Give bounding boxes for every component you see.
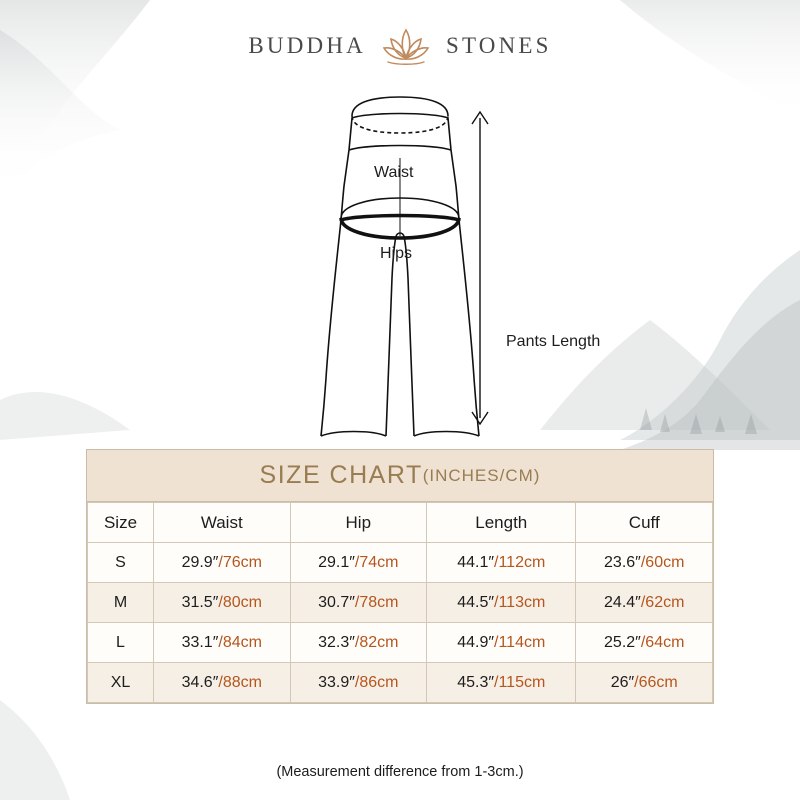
column-header-length: Length [427,503,576,543]
value-inch: 31.5″ [181,593,219,611]
value-inch: 29.1″ [318,553,355,571]
cell-cuff [576,543,713,583]
cell-cuff [576,663,713,703]
cell-hip [290,543,427,583]
value-cm: /84cm [218,633,262,651]
value-cm: /115cm [494,673,546,691]
cell-waist [154,663,291,703]
table-header-row [88,503,713,543]
label-waist: Waist [374,164,414,181]
table-row [88,583,713,623]
value-cm: /112cm [494,553,546,571]
value-inch: 29.9″ [181,553,219,571]
value-cm: /60cm [640,553,685,571]
cell-length [427,663,576,703]
value-inch: 26″ [610,673,635,691]
lotus-icon [380,24,432,68]
pants-measurement-diagram [0,78,800,438]
value-inch: 45.3″ [457,673,495,691]
cell-cuff [576,583,713,623]
size-chart-title [87,450,713,502]
brand-name-left: BUDDHA [248,33,366,58]
value-cm: /113cm [494,593,546,611]
table-row [88,543,713,583]
cell-hip [290,663,427,703]
column-header-cuff: Cuff [576,503,713,543]
cell-size: M [88,583,154,623]
size-chart-title-units: (INCHES/CM) [422,465,541,485]
cell-hip [290,623,427,663]
cell-length [427,543,576,583]
cell-length [427,583,576,623]
value-inch: 34.6″ [181,673,219,691]
value-cm: /62cm [640,593,685,611]
cell-size: XL [88,663,154,703]
value-cm: /76cm [218,553,262,571]
value-inch: 25.2″ [604,633,641,651]
value-cm: /80cm [218,593,262,611]
value-cm: /66cm [634,673,678,691]
value-cm: /114cm [494,633,546,651]
brand-header [0,24,800,68]
value-inch: 23.6″ [604,553,641,571]
size-chart-title-main: SIZE CHART [259,461,423,489]
column-header-size: Size [88,503,154,543]
cell-size: L [88,623,154,663]
brand-name-right: STONES [445,33,552,58]
value-inch: 32.3″ [318,633,355,651]
measurement-footnote: (Measurement difference from 1-3cm.) [276,764,524,780]
cell-size: S [88,543,154,583]
value-inch: 24.4″ [604,593,641,611]
value-cm: /78cm [354,593,399,611]
value-inch: 30.7″ [318,593,355,611]
value-inch: 44.9″ [457,633,495,651]
value-cm: /88cm [218,673,262,691]
table-row [88,663,713,703]
table-row [88,623,713,663]
column-header-hip: Hip [290,503,427,543]
cell-waist [154,623,291,663]
label-pants-length: Pants Length [506,333,601,350]
value-inch: 44.1″ [457,553,495,571]
value-cm: /64cm [640,633,685,651]
value-cm: /86cm [354,673,399,691]
value-inch: 33.1″ [181,633,219,651]
value-inch: 44.5″ [457,593,495,611]
cell-waist [154,543,291,583]
label-hips: Hips [380,245,413,262]
cell-waist [154,583,291,623]
size-chart-table [86,449,714,704]
measurements-table [87,502,713,703]
value-cm: /82cm [354,633,399,651]
cell-cuff [576,623,713,663]
value-cm: /74cm [354,553,399,571]
value-inch: 33.9″ [318,673,355,691]
cell-hip [290,583,427,623]
column-header-waist: Waist [154,503,291,543]
cell-length [427,623,576,663]
